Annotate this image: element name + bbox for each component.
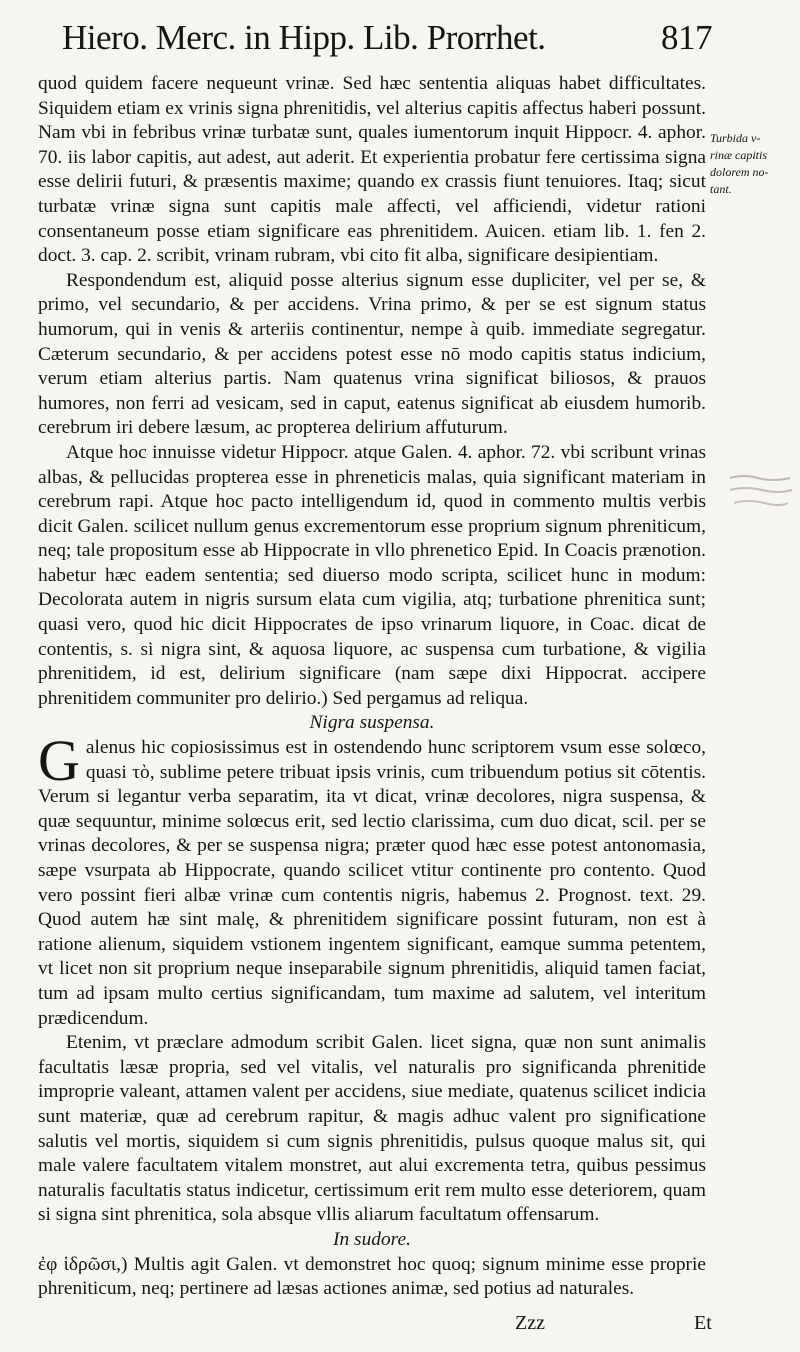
paragraph-atque-hoc: Atque hoc innuisse videtur Hippocr. atque Galen. 4. aphor. 72. vbi scribunt vrinas albas, & pellucidas propterea esse in phreneticis malas, quia significant materiam in cerebrum rapi. Atque hoc pacto intelligendum id, quod in commento multis verbis dicit Galen. scilicet nullum genus excrementorum esse proprium signum phreniticum, neq; tale propositum esse ab Hippocrate in vllo phrenetico Epid. In Coacis prænotion. habetur hæc eadem sententia; sed diuerso modo scripta, scilicet hunc in modum: Decolorata autem in nigris sursum elata cum vigilia, atq; turbatione phrenitica sunt; quasi vero, quod hic dicit Hippocrates de ipso vrinarum liquore, in Coac. dicat de contentis, s. si nigra sint, & aquosa liquore, ac suspensa cum turbatione, & vigilia phrenitidem, id est, delirium significare (nam sæpe dixi Hippocrat. accipere phrenitidem communiter pro delirio.) Sed pergamus ad reliqua.: [38, 441, 706, 709]
paragraph-respondendum: Respondendum est, aliquid posse alterius signum esse dupliciter, vel per se, & primo, vel secundario, & per accidens. Vrina primo, & per se est signum status humorum, qui in venis & arteriis continentur, nempe à quib. immediate segregatur. Cæterum secundario, & per accidens potest esse nō modo capitis status indicium, verum etiam alterius partis. Nam quatenus vrina significat biliosos, & prauos humores, non ferri ad vesicam, sed in caput, eatenus significat ab eiusdem humorib. cerebrum iri debere læsum, ac propterea delirium affuturum.: [38, 269, 706, 439]
bleed-through-marks: [728, 470, 794, 517]
drop-cap: G: [38, 728, 80, 794]
paragraph-etenim: Etenim, vt præclare admodum scribit Galen. licet signa, quæ non sunt animalis facultatis læsæ propria, sed vel vitalis, vel naturalis pro significanda phrenitide improprie valeant, attamen valent per accidens, siue mediate, quatenus scilicet indicia sunt materiæ, quæ ad cerebrum rapitur, & magis adhuc valent pro significatione salutis vel mortis, siquidem si cum signis phrenitidis, pulsus quoque malus sit, qui male valere facultatem vitalem monstret, aut alui excrementa tetra, quibus pessimus naturalis facultatis status indicetur, certissimum erit rem multo esse deteriorem, quam si signa sint phrenitica, sola absque vllis aliarum facultatum offensarum.: [38, 1032, 706, 1226]
margin-note-line: rinæ capitis: [710, 148, 768, 162]
paragraph-continuation: quod quidem facere nequeunt vrinæ. Sed hæc sententia aliquas habet difficultates. Siquidem etiam ex vrinis signa phrenitidis, vel alterius capitis affectus haberi possunt. Nam vbi in febribus vrinæ turbatæ sunt, quales iumentorum inquit Hippocr. 4. aphor. 70. iis labor capitis, aut adest, aut aderit. Et experientia probatur fere certissima signa esse delirii futuri, & præsentis maxime; quando ex crassis fiunt tenuiores. Itaq; sicut turbatæ vrinæ signa sunt capitis male affecti, vel afficiendi, videtur rationi consentaneum posse etiam significare eas phrenitidem. Auicen. etiam lib. 1. fen 2. doct. 3. cap. 2. scribit, vrinam rubram, vbi cito fit alba, significare desipientiam.: [38, 73, 706, 267]
bleed-through-scribble: [728, 470, 794, 514]
main-text-block: [38, 72, 706, 1302]
margin-note-line: dolorem no-: [710, 165, 769, 179]
page-footer: [0, 1312, 800, 1338]
margin-note-line: tant.: [710, 182, 732, 196]
section-heading-nigra-suspensa: Nigra suspensa.: [309, 712, 435, 734]
section-heading-in-sudore: In sudore.: [333, 1228, 411, 1250]
running-head: [62, 18, 712, 58]
margin-note: [710, 130, 800, 198]
page-number: 817: [661, 18, 712, 57]
margin-note-line: Turbida v-: [710, 131, 761, 145]
paragraph-galenus: [38, 728, 706, 1031]
paragraph-in-sudore: ἐφ ἱδρῶσι,) Multis agit Galen. vt demonstret hoc quoq; signum minime esse proprie phreniticum, neq; pertinere ad læsas actiones animæ, sed potius ad naturales.: [38, 1253, 706, 1300]
catchword: Et: [694, 1312, 712, 1334]
running-title: Hiero. Merc. in Hipp. Lib. Prorrhet.: [62, 18, 546, 57]
signature-mark: Zzz: [515, 1312, 545, 1334]
paragraph-galenus-text: alenus hic copiosissimus est in ostendendo hunc scriptorem vsum esse solœco, quasi τὸ, sublime petere tribuat ipsis vrinis, cum tribuendum potius sit cōtentis. Verum si legantur verba separatim, ita vt dicat, vrinæ decolores, nigra suspensa, & quæ sequuntur, minime solœcus erit, sed lectio clarissima, cum duo dicat, scil. per se vrinas decolores, & per se suspensa nigra; præter quod hæc esse potest antonomasia, sæpe vsurpata ab Hippocrate, quando scilicet vtitur continente pro contento. Quod vero possint fieri albæ vrinæ cum contentis nigris, habemus 2. Prognost. text. 29. Quod autem hæ sint malę, & phrenitidem significare possint futuram, non est à ratione alienum, siquidem vstionem ingentem significant, eamque summa petentem, vt licet non sit proprium neque inseparabile signum phrenitidis, aliquid tamen faciat, tum ad ipsam multo certius significandam, tum maxime ad salutem, vel interitum prædicendum.: [38, 737, 706, 1029]
